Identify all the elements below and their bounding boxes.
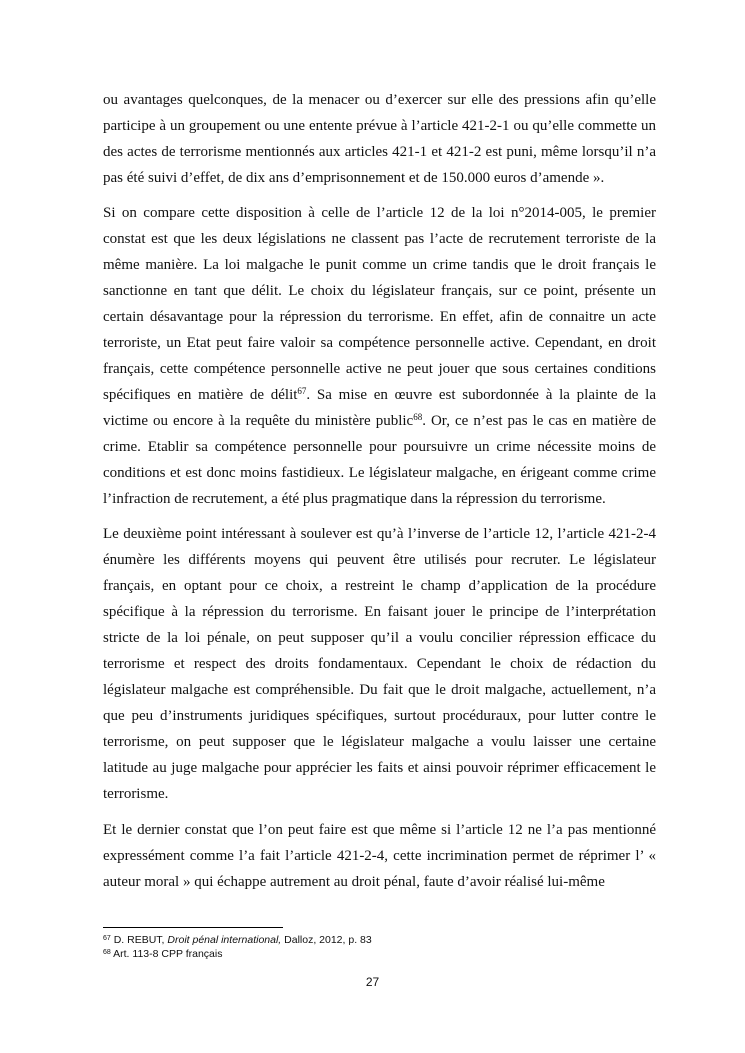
footnote-number: 67 <box>103 935 111 942</box>
footnote-number: 68 <box>103 949 111 956</box>
footnote-68 <box>103 948 222 961</box>
paragraph-2-text-b: . Sa mise en œuvre est subordonnée à la plainte de la victime ou encore à la requête du ministère public <box>103 387 656 429</box>
paragraph-3: Le deuxième point intéressant à soulever est qu’à l’inverse de l’article 12, l’article 421-2-4 énumère les différents moyens qui peuvent être utilisés pour recruter. Le législateur français, en optant pour ce choix, a restreint le champ d’application de la procédure spécifique à la répression du terrorisme. En faisant jouer le principe de l’interprétation stricte de la loi pénale, on peut supposer qu’il a voulu concilier répression efficace du terrorisme et respect des droits fondamentaux. Cependant le choix de rédaction du législateur malgache est compréhensible. Du fait que le droit malgache, actuellement, n’a que peu d’instruments juridiques spécifiques, surtout procéduraux, pour lutter contre le terrorisme, on peut supposer que le législateur malgache a voulu laisser une certaine latitude au juge malgache pour apprécier les faits et ainsi pouvoir réprimer efficacement le terrorisme. <box>103 526 656 802</box>
footnote-67 <box>103 934 372 947</box>
page-number: 27 <box>365 975 380 989</box>
paragraph-2-text-a: Si on compare cette disposition à celle de l’article 12 de la loi n°2014-005, le premier constat est que les deux législations ne classent pas l’acte de recrutement terroriste de la même manière. La loi malgache le punit comme un crime tandis que le droit français le sanctionne en tant que délit. Le choix du législateur français, sur ce point, présente un certain désavantage pour la répression du terrorisme. En effet, afin de connaitre un acte terroriste, un Etat peut faire valoir sa compétence personnelle active. Cependant, en droit français, cette compétence personnelle active ne peut jouer que sous certaines conditions spécifiques en matière de délit <box>103 205 656 403</box>
paragraph-2 <box>103 200 656 512</box>
footnote-separator <box>103 927 283 928</box>
footnote-author: D. REBUT, <box>113 934 168 946</box>
paragraph-1: ou avantages quelconques, de la menacer ou d’exercer sur elle des pressions afin qu’elle participe à un groupement ou une entente prévue à l’article 421-2-1 ou qu’elle commette un des actes de terrorisme mentionnés aux articles 421-1 et 421-2 est puni, même lorsqu’il n’a pas été suivi d’effet, de dix ans d’emprisonnement et de 150.000 euros d’amende ». <box>103 92 656 186</box>
footnote-ref-68[interactable]: 68 <box>413 412 423 422</box>
paragraph-2-text-c: . Or, ce n’est pas le cas en matière de crime. Etablir sa compétence personnelle pour poursuivre un crime nécessite moins de conditions et est donc moins fastidieux. Le législateur malgache, en érigeant comme crime l’infraction de recrutement, a été plus pragmatique dans la répression du terrorisme. <box>103 413 656 507</box>
footnote-text: Art. 113-8 CPP français <box>113 948 223 960</box>
footnote-publisher: Dalloz, 2012, p. 83 <box>281 934 372 946</box>
footnote-ref-67[interactable]: 67 <box>297 386 307 396</box>
paragraph-4: Et le dernier constat que l’on peut faire est que même si l’article 12 ne l’a pas mentionné expressément comme l’a fait l’article 421-2-4, cette incrimination permet de réprimer l’ « auteur moral » qui échappe autrement au droit pénal, faute d’avoir réalisé lui-même <box>103 822 656 890</box>
footnote-title: Droit pénal international, <box>167 934 282 946</box>
